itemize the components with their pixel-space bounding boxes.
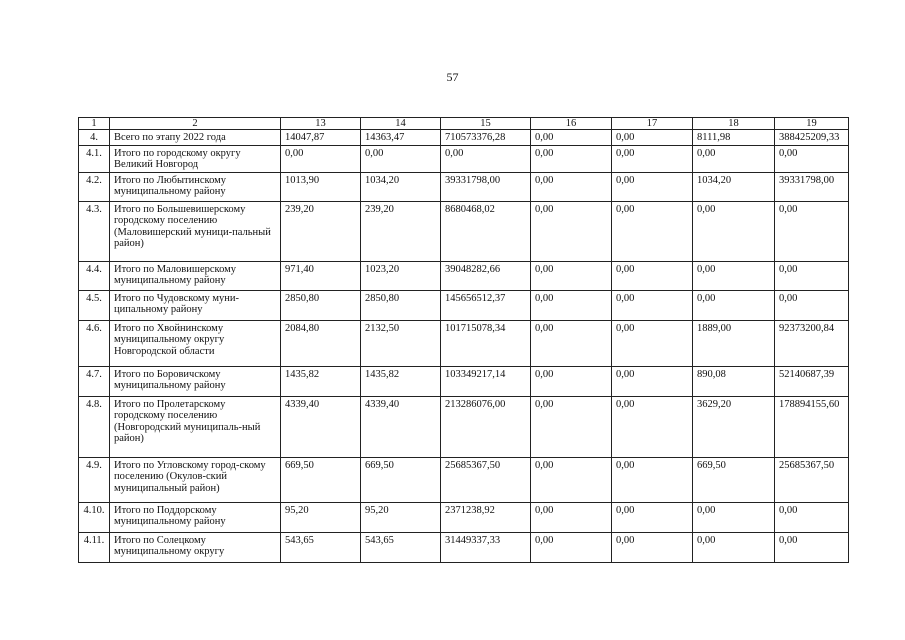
value-cell-15: 2371238,92 xyxy=(441,502,531,532)
value-cell-15: 145656512,37 xyxy=(441,290,531,320)
table-header-row xyxy=(79,118,849,130)
value-cell-13: 543,65 xyxy=(281,532,361,562)
value-cell-17: 0,00 xyxy=(612,290,693,320)
value-cell-17: 0,00 xyxy=(612,396,693,457)
row-name-cell: Итого по Боровичскому муниципальному району xyxy=(110,366,281,396)
table-row xyxy=(79,457,849,502)
row-name-cell: Итого по Поддорскому муниципальному району xyxy=(110,502,281,532)
table-row xyxy=(79,366,849,396)
value-cell-19: 39331798,00 xyxy=(775,172,849,201)
value-cell-19: 25685367,50 xyxy=(775,457,849,502)
column-header: 13 xyxy=(281,118,361,130)
value-cell-16: 0,00 xyxy=(531,172,612,201)
column-header: 17 xyxy=(612,118,693,130)
row-name-cell: Итого по Маловишерскому муниципальному району xyxy=(110,261,281,290)
value-cell-14: 1023,20 xyxy=(361,261,441,290)
row-number-cell: 4.1. xyxy=(79,145,110,172)
value-cell-18: 1034,20 xyxy=(693,172,775,201)
value-cell-17: 0,00 xyxy=(612,201,693,261)
value-cell-15: 8680468,02 xyxy=(441,201,531,261)
value-cell-19: 0,00 xyxy=(775,532,849,562)
value-cell-15: 0,00 xyxy=(441,145,531,172)
row-number-cell: 4.7. xyxy=(79,366,110,396)
value-cell-19: 0,00 xyxy=(775,201,849,261)
value-cell-13: 14047,87 xyxy=(281,130,361,146)
page-number: 57 xyxy=(446,70,459,84)
value-cell-18: 1889,00 xyxy=(693,320,775,366)
value-cell-13: 95,20 xyxy=(281,502,361,532)
table-row xyxy=(79,201,849,261)
column-header: 15 xyxy=(441,118,531,130)
value-cell-16: 0,00 xyxy=(531,366,612,396)
value-cell-16: 0,00 xyxy=(531,532,612,562)
column-header: 18 xyxy=(693,118,775,130)
value-cell-17: 0,00 xyxy=(612,502,693,532)
column-header: 1 xyxy=(79,118,110,130)
value-cell-14: 239,20 xyxy=(361,201,441,261)
table-row xyxy=(79,396,849,457)
value-cell-18: 3629,20 xyxy=(693,396,775,457)
value-cell-16: 0,00 xyxy=(531,130,612,146)
row-name-cell: Итого по Пролетарскому городскому поселению (Новгородский муниципаль-ный район) xyxy=(110,396,281,457)
table-row xyxy=(79,172,849,201)
value-cell-13: 2850,80 xyxy=(281,290,361,320)
row-name-cell: Итого по Солецкому муниципальному округу xyxy=(110,532,281,562)
value-cell-17: 0,00 xyxy=(612,532,693,562)
value-cell-13: 239,20 xyxy=(281,201,361,261)
value-cell-19: 0,00 xyxy=(775,502,849,532)
row-number-cell: 4.4. xyxy=(79,261,110,290)
value-cell-17: 0,00 xyxy=(612,366,693,396)
value-cell-14: 4339,40 xyxy=(361,396,441,457)
value-cell-16: 0,00 xyxy=(531,290,612,320)
column-header: 14 xyxy=(361,118,441,130)
column-header: 2 xyxy=(110,118,281,130)
value-cell-14: 14363,47 xyxy=(361,130,441,146)
table-row xyxy=(79,502,849,532)
value-cell-14: 1435,82 xyxy=(361,366,441,396)
value-cell-16: 0,00 xyxy=(531,457,612,502)
row-name-cell: Итого по Угловскому город-скому поселению (Окулов-ский муниципальный район) xyxy=(110,457,281,502)
value-cell-13: 4339,40 xyxy=(281,396,361,457)
value-cell-14: 543,65 xyxy=(361,532,441,562)
value-cell-15: 710573376,28 xyxy=(441,130,531,146)
value-cell-17: 0,00 xyxy=(612,130,693,146)
value-cell-19: 388425209,33 xyxy=(775,130,849,146)
value-cell-14: 1034,20 xyxy=(361,172,441,201)
value-cell-18: 0,00 xyxy=(693,201,775,261)
table-row xyxy=(79,290,849,320)
row-number-cell: 4. xyxy=(79,130,110,146)
value-cell-13: 669,50 xyxy=(281,457,361,502)
row-name-cell: Итого по Чудовскому муни-ципальному району xyxy=(110,290,281,320)
value-cell-15: 101715078,34 xyxy=(441,320,531,366)
value-cell-15: 31449337,33 xyxy=(441,532,531,562)
row-name-cell: Итого по Хвойнинскому муниципальному округу Новгородской области xyxy=(110,320,281,366)
value-cell-16: 0,00 xyxy=(531,502,612,532)
value-cell-18: 0,00 xyxy=(693,532,775,562)
value-cell-15: 39048282,66 xyxy=(441,261,531,290)
value-cell-17: 0,00 xyxy=(612,261,693,290)
row-name-cell: Всего по этапу 2022 года xyxy=(110,130,281,146)
value-cell-18: 890,08 xyxy=(693,366,775,396)
table-row xyxy=(79,261,849,290)
value-cell-18: 8111,98 xyxy=(693,130,775,146)
row-name-cell: Итого по городскому округу Великий Новгород xyxy=(110,145,281,172)
value-cell-19: 0,00 xyxy=(775,261,849,290)
table-row xyxy=(79,320,849,366)
value-cell-14: 2850,80 xyxy=(361,290,441,320)
value-cell-19: 0,00 xyxy=(775,145,849,172)
value-cell-15: 25685367,50 xyxy=(441,457,531,502)
value-cell-13: 971,40 xyxy=(281,261,361,290)
value-cell-14: 0,00 xyxy=(361,145,441,172)
value-cell-18: 0,00 xyxy=(693,502,775,532)
value-cell-15: 213286076,00 xyxy=(441,396,531,457)
value-cell-19: 178894155,60 xyxy=(775,396,849,457)
table-row xyxy=(79,145,849,172)
value-cell-17: 0,00 xyxy=(612,320,693,366)
row-number-cell: 4.11. xyxy=(79,532,110,562)
value-cell-18: 0,00 xyxy=(693,145,775,172)
value-cell-19: 0,00 xyxy=(775,290,849,320)
column-header: 16 xyxy=(531,118,612,130)
value-cell-17: 0,00 xyxy=(612,145,693,172)
data-table xyxy=(78,117,849,563)
value-cell-15: 39331798,00 xyxy=(441,172,531,201)
value-cell-16: 0,00 xyxy=(531,201,612,261)
row-number-cell: 4.9. xyxy=(79,457,110,502)
value-cell-13: 2084,80 xyxy=(281,320,361,366)
value-cell-19: 92373200,84 xyxy=(775,320,849,366)
value-cell-13: 1013,90 xyxy=(281,172,361,201)
value-cell-19: 52140687,39 xyxy=(775,366,849,396)
value-cell-16: 0,00 xyxy=(531,261,612,290)
row-number-cell: 4.10. xyxy=(79,502,110,532)
value-cell-14: 2132,50 xyxy=(361,320,441,366)
value-cell-16: 0,00 xyxy=(531,320,612,366)
value-cell-15: 103349217,14 xyxy=(441,366,531,396)
value-cell-18: 669,50 xyxy=(693,457,775,502)
row-number-cell: 4.5. xyxy=(79,290,110,320)
table-row xyxy=(79,130,849,146)
value-cell-17: 0,00 xyxy=(612,457,693,502)
row-number-cell: 4.3. xyxy=(79,201,110,261)
value-cell-16: 0,00 xyxy=(531,145,612,172)
row-number-cell: 4.8. xyxy=(79,396,110,457)
row-name-cell: Итого по Большевишерскому городскому поселению (Маловишерский муници-пальный район) xyxy=(110,201,281,261)
table-row xyxy=(79,532,849,562)
value-cell-14: 95,20 xyxy=(361,502,441,532)
row-name-cell: Итого по Любытинскому муниципальному району xyxy=(110,172,281,201)
value-cell-13: 1435,82 xyxy=(281,366,361,396)
value-cell-18: 0,00 xyxy=(693,290,775,320)
value-cell-13: 0,00 xyxy=(281,145,361,172)
value-cell-18: 0,00 xyxy=(693,261,775,290)
column-header: 19 xyxy=(775,118,849,130)
row-number-cell: 4.2. xyxy=(79,172,110,201)
value-cell-17: 0,00 xyxy=(612,172,693,201)
value-cell-14: 669,50 xyxy=(361,457,441,502)
value-cell-16: 0,00 xyxy=(531,396,612,457)
row-number-cell: 4.6. xyxy=(79,320,110,366)
